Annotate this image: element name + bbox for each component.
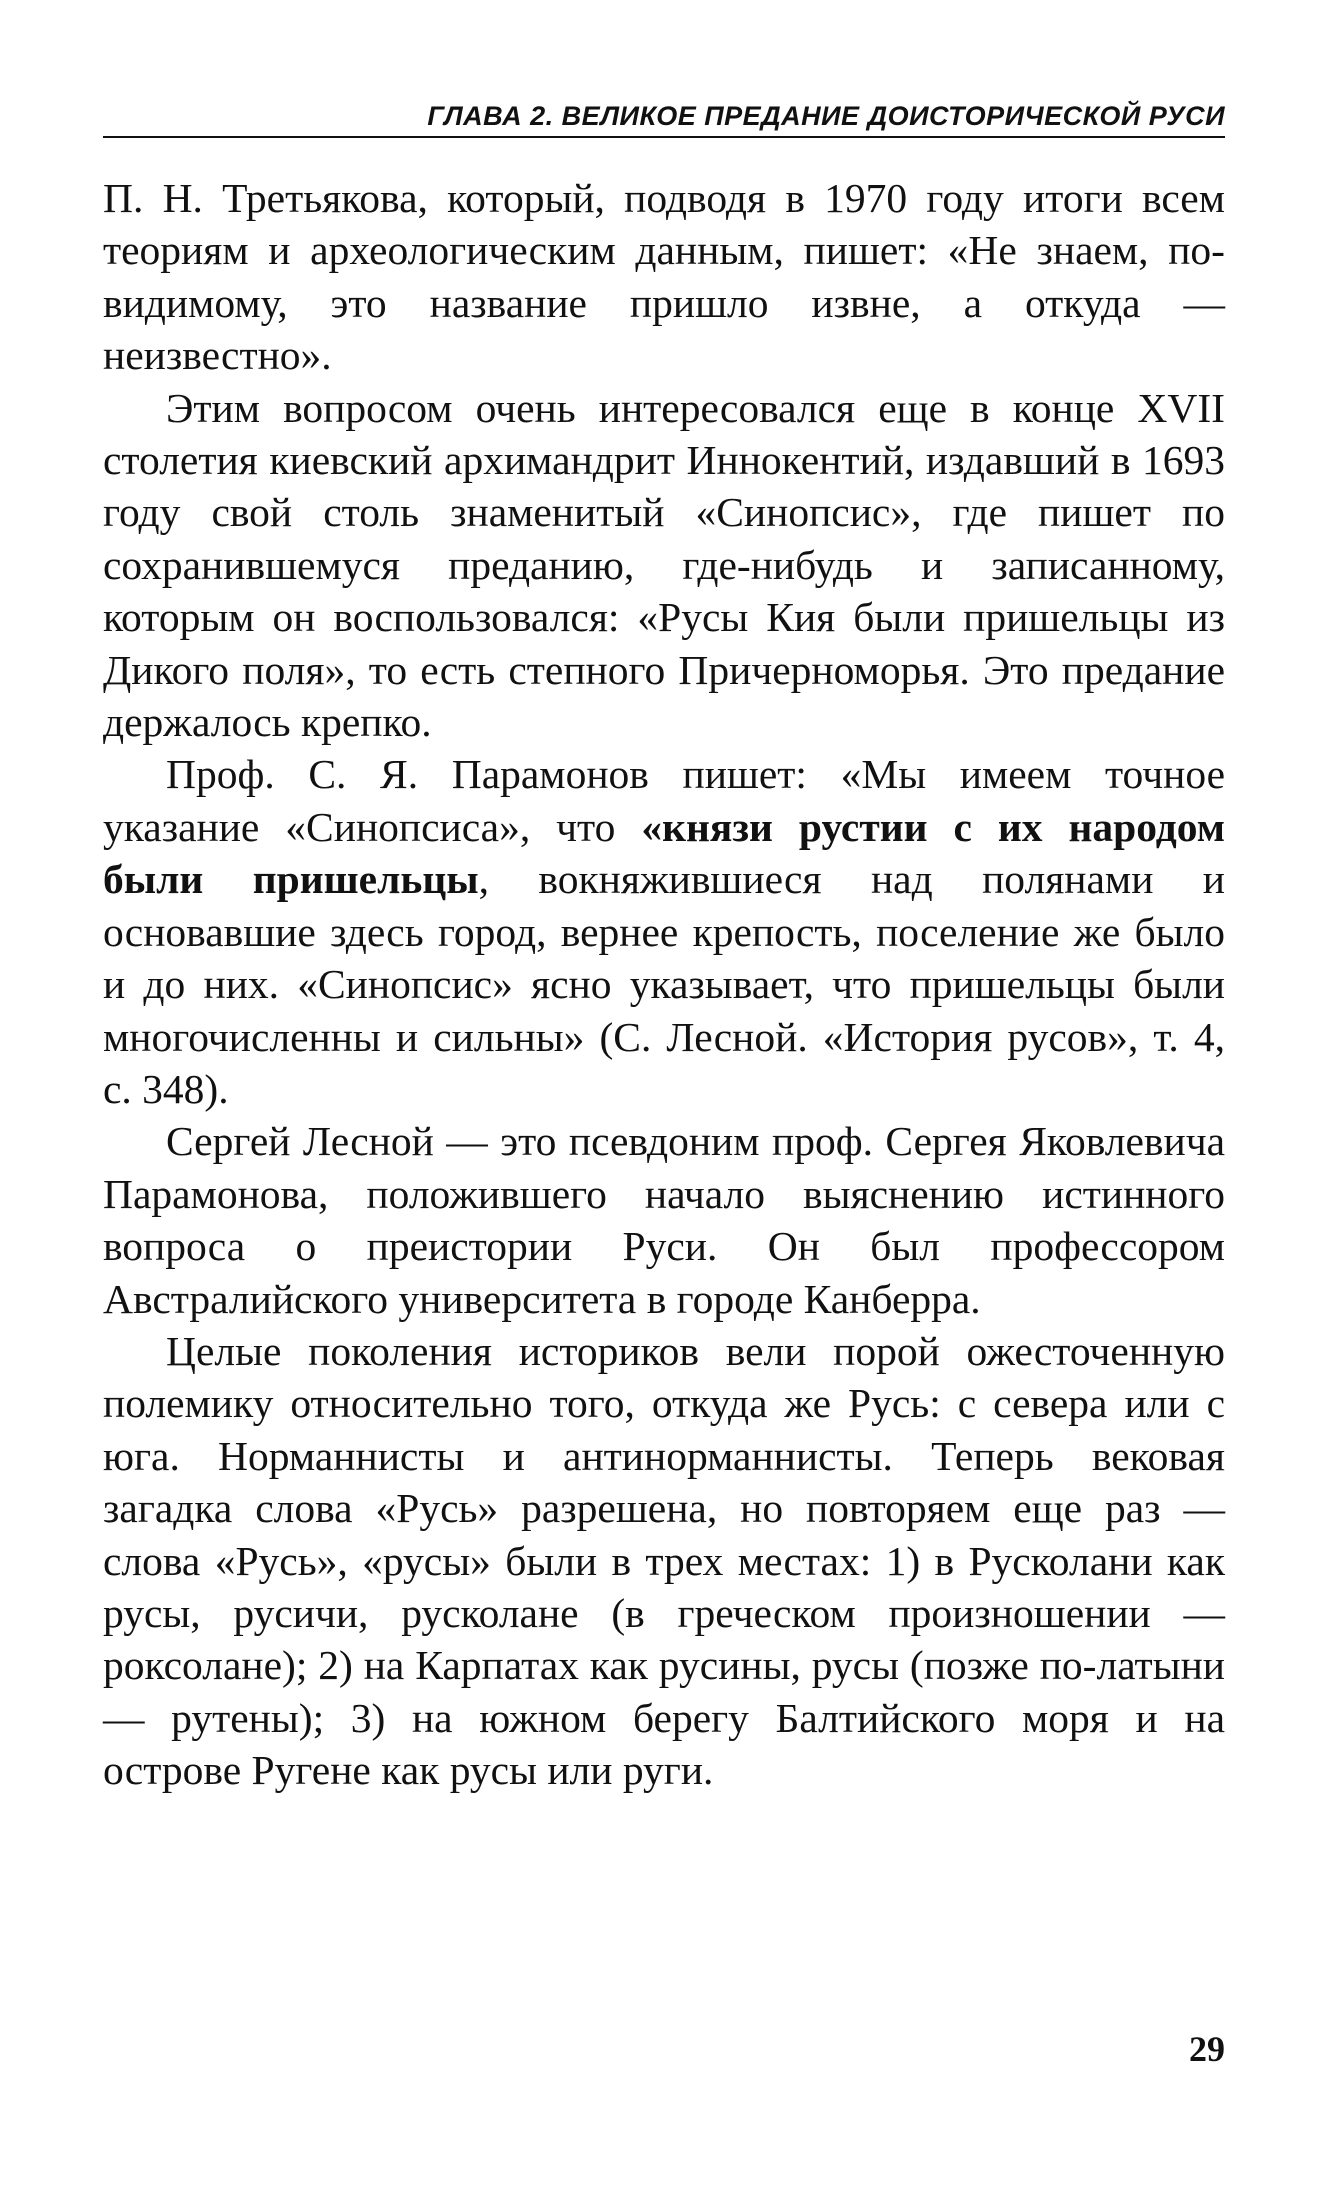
quote-emphasis: «князи рустии с их народом были пришельцы xyxy=(103,803,1225,903)
paragraph-2: Этим вопросом очень интересовался еще в конце XVII столетия киевский архимандрит Иннокентий, издавший в 1693 году свой столь знаменитый «Синопсис», где пишет по сохранившемуся преданию, где-нибудь и записанному, которым он воспользовался: «Русы Кия были пришельцы из Дикого поля», то есть степного Причерноморья. Это предание держалось крепко. xyxy=(103,384,1225,746)
paragraph-3-end: , вокняжившиеся над полянами и основавшие здесь город, вернее крепость, поселение же было и до них. «Синопсис» ясно указывает, что пришельцы были многочисленны и сильны» (С. Лесной. «История русов», т. 4, с. 348). xyxy=(103,856,1226,1112)
paragraph-4: Сергей Лесной — это псевдоним проф. Сергея Яковлевича Парамонова, положившего начало выяснению истинного вопроса о преистории Руси. Он был профессором Австралийского университета в городе Канберра. xyxy=(103,1118,1225,1322)
running-head xyxy=(103,88,1225,138)
paragraph-3 xyxy=(103,748,1225,1115)
paragraph-3-start: Проф. С. Я. Парамонов пишет: «Мы имеем точное указание «Синопсиса», что xyxy=(103,751,1225,850)
body-text xyxy=(103,172,1225,1797)
paragraph-5: Целые поколения историков вели порой ожесточенную полемику относительно того, откуда же Русь: с севера или с юга. Норманнисты и антинорманнисты. Теперь вековая загадка слова «Русь» разрешена, но повторяем еще раз — слова «Русь», «русы» были в трех местах: 1) в Русколани как русы, русичи, русколане (в греческом произношении — роксолане); 2) на Карпатах как русины, русы (позже по-латыни — рутены); 3) на южном берегу Балтийского моря и на острове Ругене как русы или руги. xyxy=(103,1327,1225,1794)
paragraph-1: П. Н. Третьякова, который, подводя в 1970 году итоги всем теориям и археологическим данным, пишет: «Не знаем, по-видимому, это название пришло извне, а откуда — неизвестно». xyxy=(103,175,1225,379)
chapter-title: ГЛАВА 2. ВЕЛИКОЕ ПРЕДАНИЕ ДОИСТОРИЧЕСКОЙ РУСИ xyxy=(427,101,1225,131)
page-number: 29 xyxy=(1189,2029,1225,2069)
book-page xyxy=(103,88,1225,1797)
